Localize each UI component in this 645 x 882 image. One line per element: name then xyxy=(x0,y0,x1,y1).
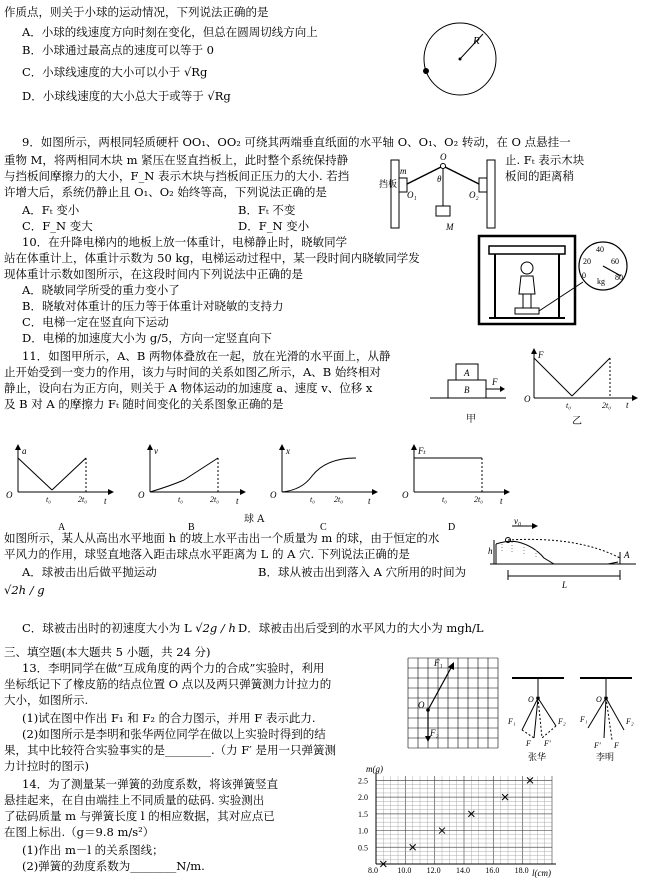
q8-circle-figure xyxy=(415,14,505,104)
svg-text:t: t xyxy=(104,496,107,506)
q11-graph-a xyxy=(4,442,114,532)
dial-0: 0 xyxy=(582,271,586,280)
label-o: O xyxy=(418,700,425,710)
force-f: F xyxy=(492,377,498,387)
q13-line1: 13．李明同学在做“互成角度的两个力的合成”实验时，利用 xyxy=(22,661,325,675)
board-left: 挡板 xyxy=(379,179,398,189)
q11-line4: 及 B 对 A 的摩擦力 Fₜ 随时间变化的关系图象正确的是 xyxy=(4,397,284,411)
q9-option-d: D．F_N 变小 xyxy=(238,219,310,233)
graph-c-ylabel: x xyxy=(286,446,290,456)
q13-line2: 坐标纸记下了橡皮筋的结点位置 O 点以及两只弹簧测力计拉力的 xyxy=(4,677,332,691)
svg-text:F₂: F₂ xyxy=(626,717,634,726)
chart-ylabel: m(g) xyxy=(366,764,383,774)
q10-option-b: B．晓敏对体重计的压力等于体重计对晓敏的支持力 xyxy=(22,299,284,313)
q12-option-a: A．球被击出后做平抛运动 xyxy=(22,565,157,579)
svg-text:F: F xyxy=(614,741,619,750)
q10-option-c: C．电梯一定在竖直向下运动 xyxy=(22,315,169,329)
svg-text:F′: F′ xyxy=(544,739,551,748)
x-tick-label: 14.0 xyxy=(456,866,470,875)
q13-sub2b: 果，其中比较符合实验事实的是________.（力 F′ 是用一只弹簧测 xyxy=(4,743,337,757)
q8-stem-tail: 作质点，则关于小球的运动情况，下列说法正确的是 xyxy=(4,5,269,19)
label-theta: θ xyxy=(437,174,442,184)
dial-40: 40 xyxy=(596,245,604,254)
yi-F: F xyxy=(538,350,544,360)
q10-line3: 现体重计示数如图所示，在这段时间内下列说法中正确的是 xyxy=(4,267,303,281)
q10-option-a: A．晓敏同学所受的重力变小了 xyxy=(22,283,180,297)
q9-figure xyxy=(379,152,503,234)
q14-chart xyxy=(356,762,560,880)
q12-option-b: B．球从被击出到落入 A 穴所用的时间为 xyxy=(258,565,467,579)
q13-result-figure xyxy=(506,672,642,764)
q8-option-d: D．小球线速度的大小总大于或等于 √Rg xyxy=(22,89,231,103)
q8-option-c: C．小球线速度的大小可以小于 √Rg xyxy=(22,65,208,79)
dial-20: 20 xyxy=(583,257,591,266)
graph-a-ylabel: a xyxy=(22,446,27,456)
block-a: A xyxy=(464,368,470,378)
q11-figure-jia xyxy=(428,352,508,428)
q12-line2: 平风力的作用，球竖直地落入距击球点水平距离为 L 的 A 穴. 下列说法正确的是 xyxy=(4,547,410,561)
q10-line1: 10．在升降电梯内的地板上放一体重计，电梯静止时，晓敏同学 xyxy=(22,235,348,249)
q9-line1: 9．如图所示，两根同轻质硬杆 OO₁、OO₂ 可绕其两端垂直纸面的水平轴 O、O₁、O₂ 转动，在 O 点悬挂一 xyxy=(22,135,571,149)
label-L: L xyxy=(562,580,568,590)
svg-text:t₀: t₀ xyxy=(46,495,52,504)
q12-option-b-sqrt: √2h / g xyxy=(4,583,45,597)
label-li: 李明 xyxy=(596,752,615,762)
graph-b-ylabel: v xyxy=(154,446,158,456)
graph-d-ylabel: Fₜ xyxy=(418,446,426,456)
section3-title: 三、填空题(本大题共 5 小题，共 24 分) xyxy=(4,645,211,659)
label-o1: O₁ xyxy=(407,190,417,200)
q13-line3: 大小，如图所示. xyxy=(4,693,89,707)
svg-text:t₀: t₀ xyxy=(178,495,184,504)
q11-line2: 止开始受到一变力的作用，该力与时间的关系如图乙所示，A、B 始终相对 xyxy=(4,365,381,379)
q13-sub1: (1)试在图中作出 F₁ 和 F₂ 的合力图示，并用 F 表示此力. xyxy=(22,711,316,725)
svg-text:t: t xyxy=(368,496,371,506)
q12-figure xyxy=(488,518,638,590)
svg-text:2t₀: 2t₀ xyxy=(474,495,484,504)
svg-text:2t₀: 2t₀ xyxy=(78,495,88,504)
svg-text:O: O xyxy=(402,490,409,500)
yi-2t0: 2t₀ xyxy=(602,401,612,410)
svg-text:O: O xyxy=(270,490,277,500)
ball-label: 球 A xyxy=(244,514,265,525)
q12-option-d: D．球被击出后受到的水平风力的大小为 mgh/L xyxy=(238,621,484,635)
q9-option-a: A．Fₜ 变小 xyxy=(22,203,80,217)
q9-line2a: 重物 M，将两相同木块 m 紧压在竖直挡板上，此时整个系统保持静 xyxy=(4,153,349,167)
svg-text:2t₀: 2t₀ xyxy=(334,495,344,504)
svg-text:O: O xyxy=(596,695,602,704)
q9-line2b: 止. Fₜ 表示木块 xyxy=(505,153,585,167)
yi-t: t xyxy=(626,400,629,410)
caption-yi: 乙 xyxy=(572,416,582,427)
q11-graph-c xyxy=(268,442,378,532)
q11-graph-b xyxy=(136,442,246,532)
q10-line2: 站在体重计上，体重计示数为 50 kg，电梯运动过程中，某一段时间内晓敏同学发 xyxy=(4,251,420,265)
svg-text:t₀: t₀ xyxy=(442,495,448,504)
q14-line3: 了砝码质量 m 与弹簧长度 l 的相应数据，其对应点已 xyxy=(4,809,275,823)
q11-line1: 11．如图甲所示，A、B 两物体叠放在一起，放在光滑的水平面上，从静 xyxy=(22,349,391,363)
q14-sub1: (1)作出 m－l 的关系图线； xyxy=(22,843,164,857)
q10-elevator-figure xyxy=(475,232,635,332)
q9-option-c: C．F_N 变大 xyxy=(22,219,93,233)
label-o2: O₂ xyxy=(469,190,479,200)
q14-line4: 在图上标出.（g＝9.8 m/s²） xyxy=(4,825,155,839)
svg-text:O: O xyxy=(138,490,145,500)
q12-option-c: C．球被击出时的初速度大小为 L √2g / h xyxy=(22,621,236,635)
q13-sub2a: (2)如图所示是李明和张华两位同学在做以上实验时得到的结 xyxy=(22,727,326,741)
q12-c-fraction: 2g / h xyxy=(202,621,236,635)
svg-text:F: F xyxy=(526,739,531,748)
y-tick-label: 0.5 xyxy=(358,843,368,853)
dial-60: 60 xyxy=(611,257,619,266)
caption-jia: 甲 xyxy=(466,414,476,425)
q14-line1: 14．为了测量某一弹簧的劲度系数，将该弹簧竖直 xyxy=(22,777,279,791)
x-tick-label: 18.0 xyxy=(514,866,529,875)
q8-option-a: A．小球的线速度方向时刻在变化，但总在圆周切线方向上 xyxy=(22,25,318,39)
block-b: B xyxy=(464,385,470,395)
q14-sub2: (2)弹簧的劲度系数为________N/m. xyxy=(22,859,205,873)
label-f2: F₂ xyxy=(430,728,439,738)
svg-text:F₁: F₁ xyxy=(580,715,588,724)
svg-text:F₂: F₂ xyxy=(558,717,566,726)
x-tick-label: 10.0 xyxy=(397,866,412,875)
q8-option-b: B．小球通过最高点的速度可以等于 0 xyxy=(22,43,214,57)
label-f1: F₁ xyxy=(434,658,443,668)
q9-option-b: B．Fₜ 不变 xyxy=(238,203,296,217)
q9-line3a: 与挡板间摩擦力的大小，F_N 表示木块与挡板间正压力的大小. 若挡 xyxy=(4,169,350,183)
y-tick-label: 1.0 xyxy=(358,826,368,836)
svg-text:F′: F′ xyxy=(594,741,601,750)
q9-line3b: 板间的距离稍 xyxy=(505,169,574,183)
q12-b-fraction: 2h / g xyxy=(11,583,45,597)
q9-line4: 许增大后，系统仍静止且 O₁、O₂ 始终等高，下列说法正确的是 xyxy=(4,185,327,199)
q13-grid-figure xyxy=(404,654,504,754)
y-tick-label: 2.5 xyxy=(358,776,368,786)
label-zhang: 张华 xyxy=(528,752,547,762)
q11-line3: 静止，设向右为正方向，则关于 A 物体运动的加速度 a、速度 v、位移 x xyxy=(4,381,373,395)
q13-sub2c: 力计拉时的图示) xyxy=(4,759,89,773)
q10-option-d: D．电梯的加速度大小为 g/5，方向一定竖直向下 xyxy=(22,331,272,345)
label-M: M xyxy=(446,222,454,232)
svg-text:t₀: t₀ xyxy=(310,495,316,504)
x-tick-label: 12.0 xyxy=(426,866,441,875)
radius-label: R xyxy=(473,35,480,47)
y-tick-label: 2.0 xyxy=(358,793,368,803)
label-m: m xyxy=(400,166,407,176)
label-o: O xyxy=(440,152,447,162)
yi-t0: t₀ xyxy=(566,401,572,410)
ball-dot xyxy=(423,68,429,74)
q11-figure-yi xyxy=(520,346,640,428)
svg-text:O: O xyxy=(528,695,534,704)
y-tick-label: 1.5 xyxy=(358,809,368,819)
graph-a-letter: A xyxy=(58,522,66,533)
graph-d-letter: D xyxy=(448,522,456,533)
label-h: h xyxy=(488,546,493,556)
dial-unit: kg xyxy=(597,277,605,286)
svg-text:O: O xyxy=(6,490,13,500)
q12-line1: 如图所示，某人从高出水平地面 h 的坡上水平击出一个质量为 m 的球，由于恒定的水 xyxy=(4,531,440,545)
x-tick-label: 8.0 xyxy=(368,866,378,875)
graph-b-letter: B xyxy=(188,522,195,533)
label-A: A xyxy=(624,550,630,560)
x-tick-label: 16.0 xyxy=(485,866,500,875)
q14-line2: 悬挂起来，在自由端挂上不同质量的砝码. 实验测出 xyxy=(4,793,265,807)
dial-80: 80 xyxy=(615,273,623,282)
svg-text:t: t xyxy=(236,496,239,506)
chart-xlabel: l(cm) xyxy=(532,868,551,878)
graph-c-letter: C xyxy=(320,522,327,533)
svg-text:2t₀: 2t₀ xyxy=(210,495,220,504)
yi-O: O xyxy=(524,394,531,404)
label-v0: v₀ xyxy=(514,516,522,526)
svg-text:F₁: F₁ xyxy=(508,717,516,726)
svg-text:t: t xyxy=(500,496,503,506)
